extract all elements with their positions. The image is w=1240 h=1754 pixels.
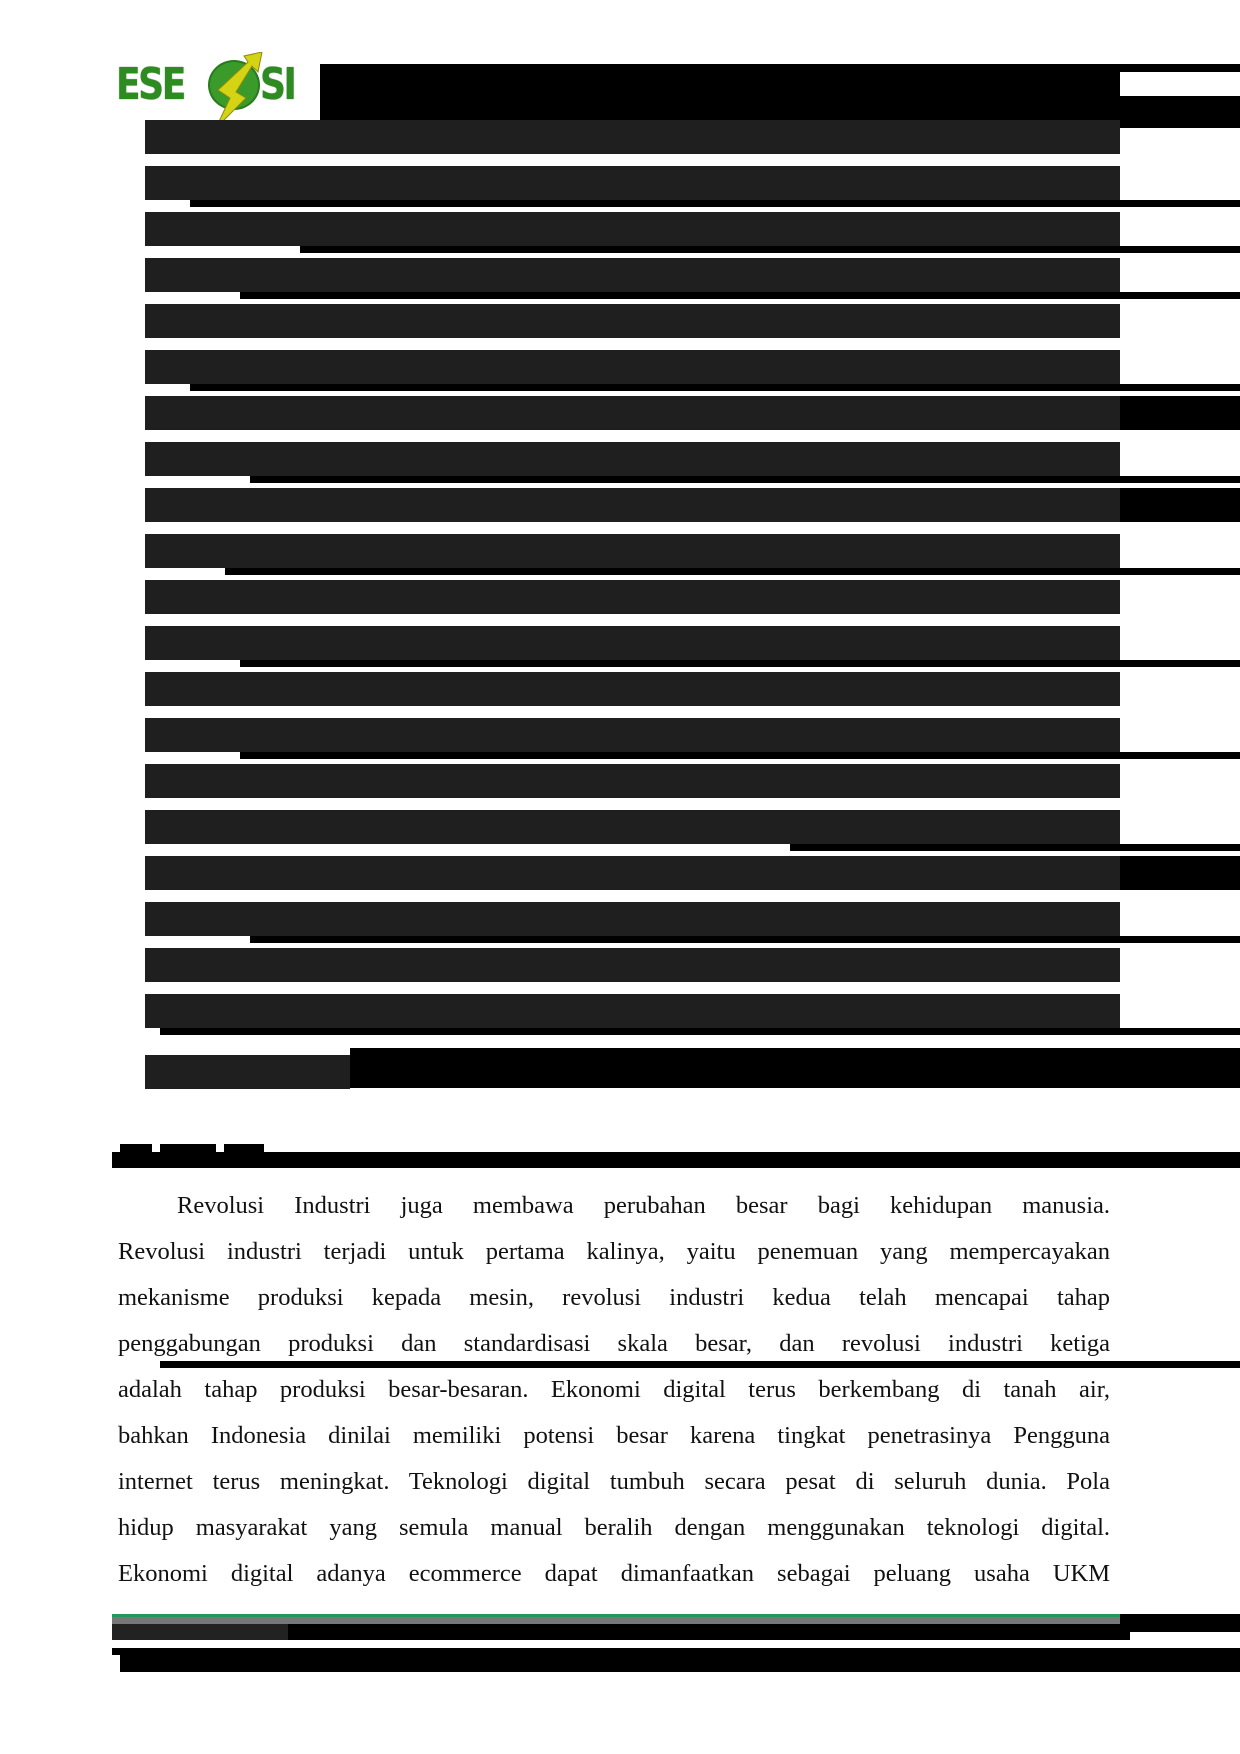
redacted-tail-bar bbox=[350, 1048, 1240, 1088]
redacted-line-last bbox=[145, 1055, 350, 1089]
redacted-underbar bbox=[250, 936, 1240, 943]
logo-text-right: SI bbox=[260, 59, 295, 110]
redacted-tail bbox=[1120, 488, 1240, 522]
heading-tab bbox=[120, 1144, 152, 1152]
paragraph-line: mekanisme produksi kepada mesin, revolusi industri kedua telah mencapai tahap bbox=[118, 1284, 1110, 1311]
footer-redaction-bar-2 bbox=[112, 1648, 1240, 1655]
redacted-line bbox=[145, 626, 1120, 660]
paragraph-line: Revolusi Industri juga membawa perubahan besar bagi kehidupan manusia. bbox=[177, 1192, 1110, 1219]
redacted-line bbox=[145, 948, 1120, 982]
heading-tab bbox=[224, 1144, 264, 1152]
paragraph-line: penggabungan produksi dan standardisasi skala besar, dan revolusi industri ketiga bbox=[118, 1330, 1110, 1357]
redacted-line bbox=[145, 396, 1120, 430]
redacted-line bbox=[145, 488, 1120, 522]
redacted-line bbox=[145, 534, 1120, 568]
redacted-line bbox=[145, 856, 1120, 890]
footer-gray-band bbox=[112, 1617, 1120, 1624]
redacted-line bbox=[145, 350, 1120, 384]
redacted-line bbox=[145, 810, 1120, 844]
redacted-underbar bbox=[225, 568, 1240, 575]
redacted-underbar bbox=[240, 660, 1240, 667]
redacted-underbar bbox=[190, 384, 1240, 391]
footer-redaction-bar bbox=[288, 1624, 1240, 1640]
redacted-line bbox=[145, 764, 1120, 798]
redacted-underbar bbox=[790, 844, 1240, 851]
section-heading-redaction-bar bbox=[112, 1152, 1240, 1168]
paragraph-line: hidup masyarakat yang semula manual beralih dengan menggunakan teknologi digital. bbox=[118, 1514, 1110, 1541]
redacted-line bbox=[145, 212, 1120, 246]
redacted-line bbox=[145, 902, 1120, 936]
redacted-underbar bbox=[240, 292, 1240, 299]
footer-redaction-bar-3 bbox=[120, 1655, 1240, 1672]
paragraph-line: adalah tahap produksi besar-besaran. Ekonomi digital terus berkembang di tanah air, bbox=[118, 1376, 1110, 1403]
redacted-line bbox=[145, 120, 1120, 154]
paragraph-line: Revolusi industri terjadi untuk pertama kalinya, yaitu penemuan yang mempercayakan bbox=[118, 1238, 1110, 1265]
paragraph-line: internet terus meningkat. Teknologi digital tumbuh secara pesat di seluruh dunia. Pola bbox=[118, 1468, 1110, 1495]
redacted-line bbox=[145, 672, 1120, 706]
footer-gap bbox=[1130, 1632, 1240, 1640]
redacted-line bbox=[145, 442, 1120, 476]
redacted-line bbox=[145, 580, 1120, 614]
redacted-tail bbox=[1120, 856, 1240, 890]
redacted-underbar bbox=[240, 752, 1240, 759]
redacted-underbar bbox=[190, 200, 1240, 207]
redacted-line bbox=[145, 258, 1120, 292]
paragraph-line: bahkan Indonesia dinilai memiliki potensi besar karena tingkat penetrasinya Pengguna bbox=[118, 1422, 1110, 1449]
redacted-line bbox=[145, 304, 1120, 338]
redacted-underbar bbox=[300, 246, 1240, 253]
logo-text-left: ESE bbox=[116, 59, 184, 110]
redacted-underbar bbox=[160, 1028, 1240, 1035]
paragraph-line: Ekonomi digital adanya ecommerce dapat dimanfaatkan sebagai peluang usaha UKM bbox=[118, 1560, 1110, 1587]
redacted-underbar bbox=[250, 476, 1240, 483]
redacted-line bbox=[145, 718, 1120, 752]
redacted-line bbox=[145, 166, 1120, 200]
header-notch bbox=[1120, 72, 1240, 96]
heading-tab bbox=[160, 1144, 216, 1152]
redacted-line bbox=[145, 994, 1120, 1028]
journal-logo bbox=[112, 58, 320, 114]
footer-redaction-dark bbox=[112, 1624, 288, 1640]
body-paragraph bbox=[118, 1183, 1110, 1597]
redacted-tail bbox=[1120, 396, 1240, 430]
redaction-strike-bar bbox=[160, 1361, 1240, 1368]
header-redaction-bar bbox=[320, 64, 1240, 128]
